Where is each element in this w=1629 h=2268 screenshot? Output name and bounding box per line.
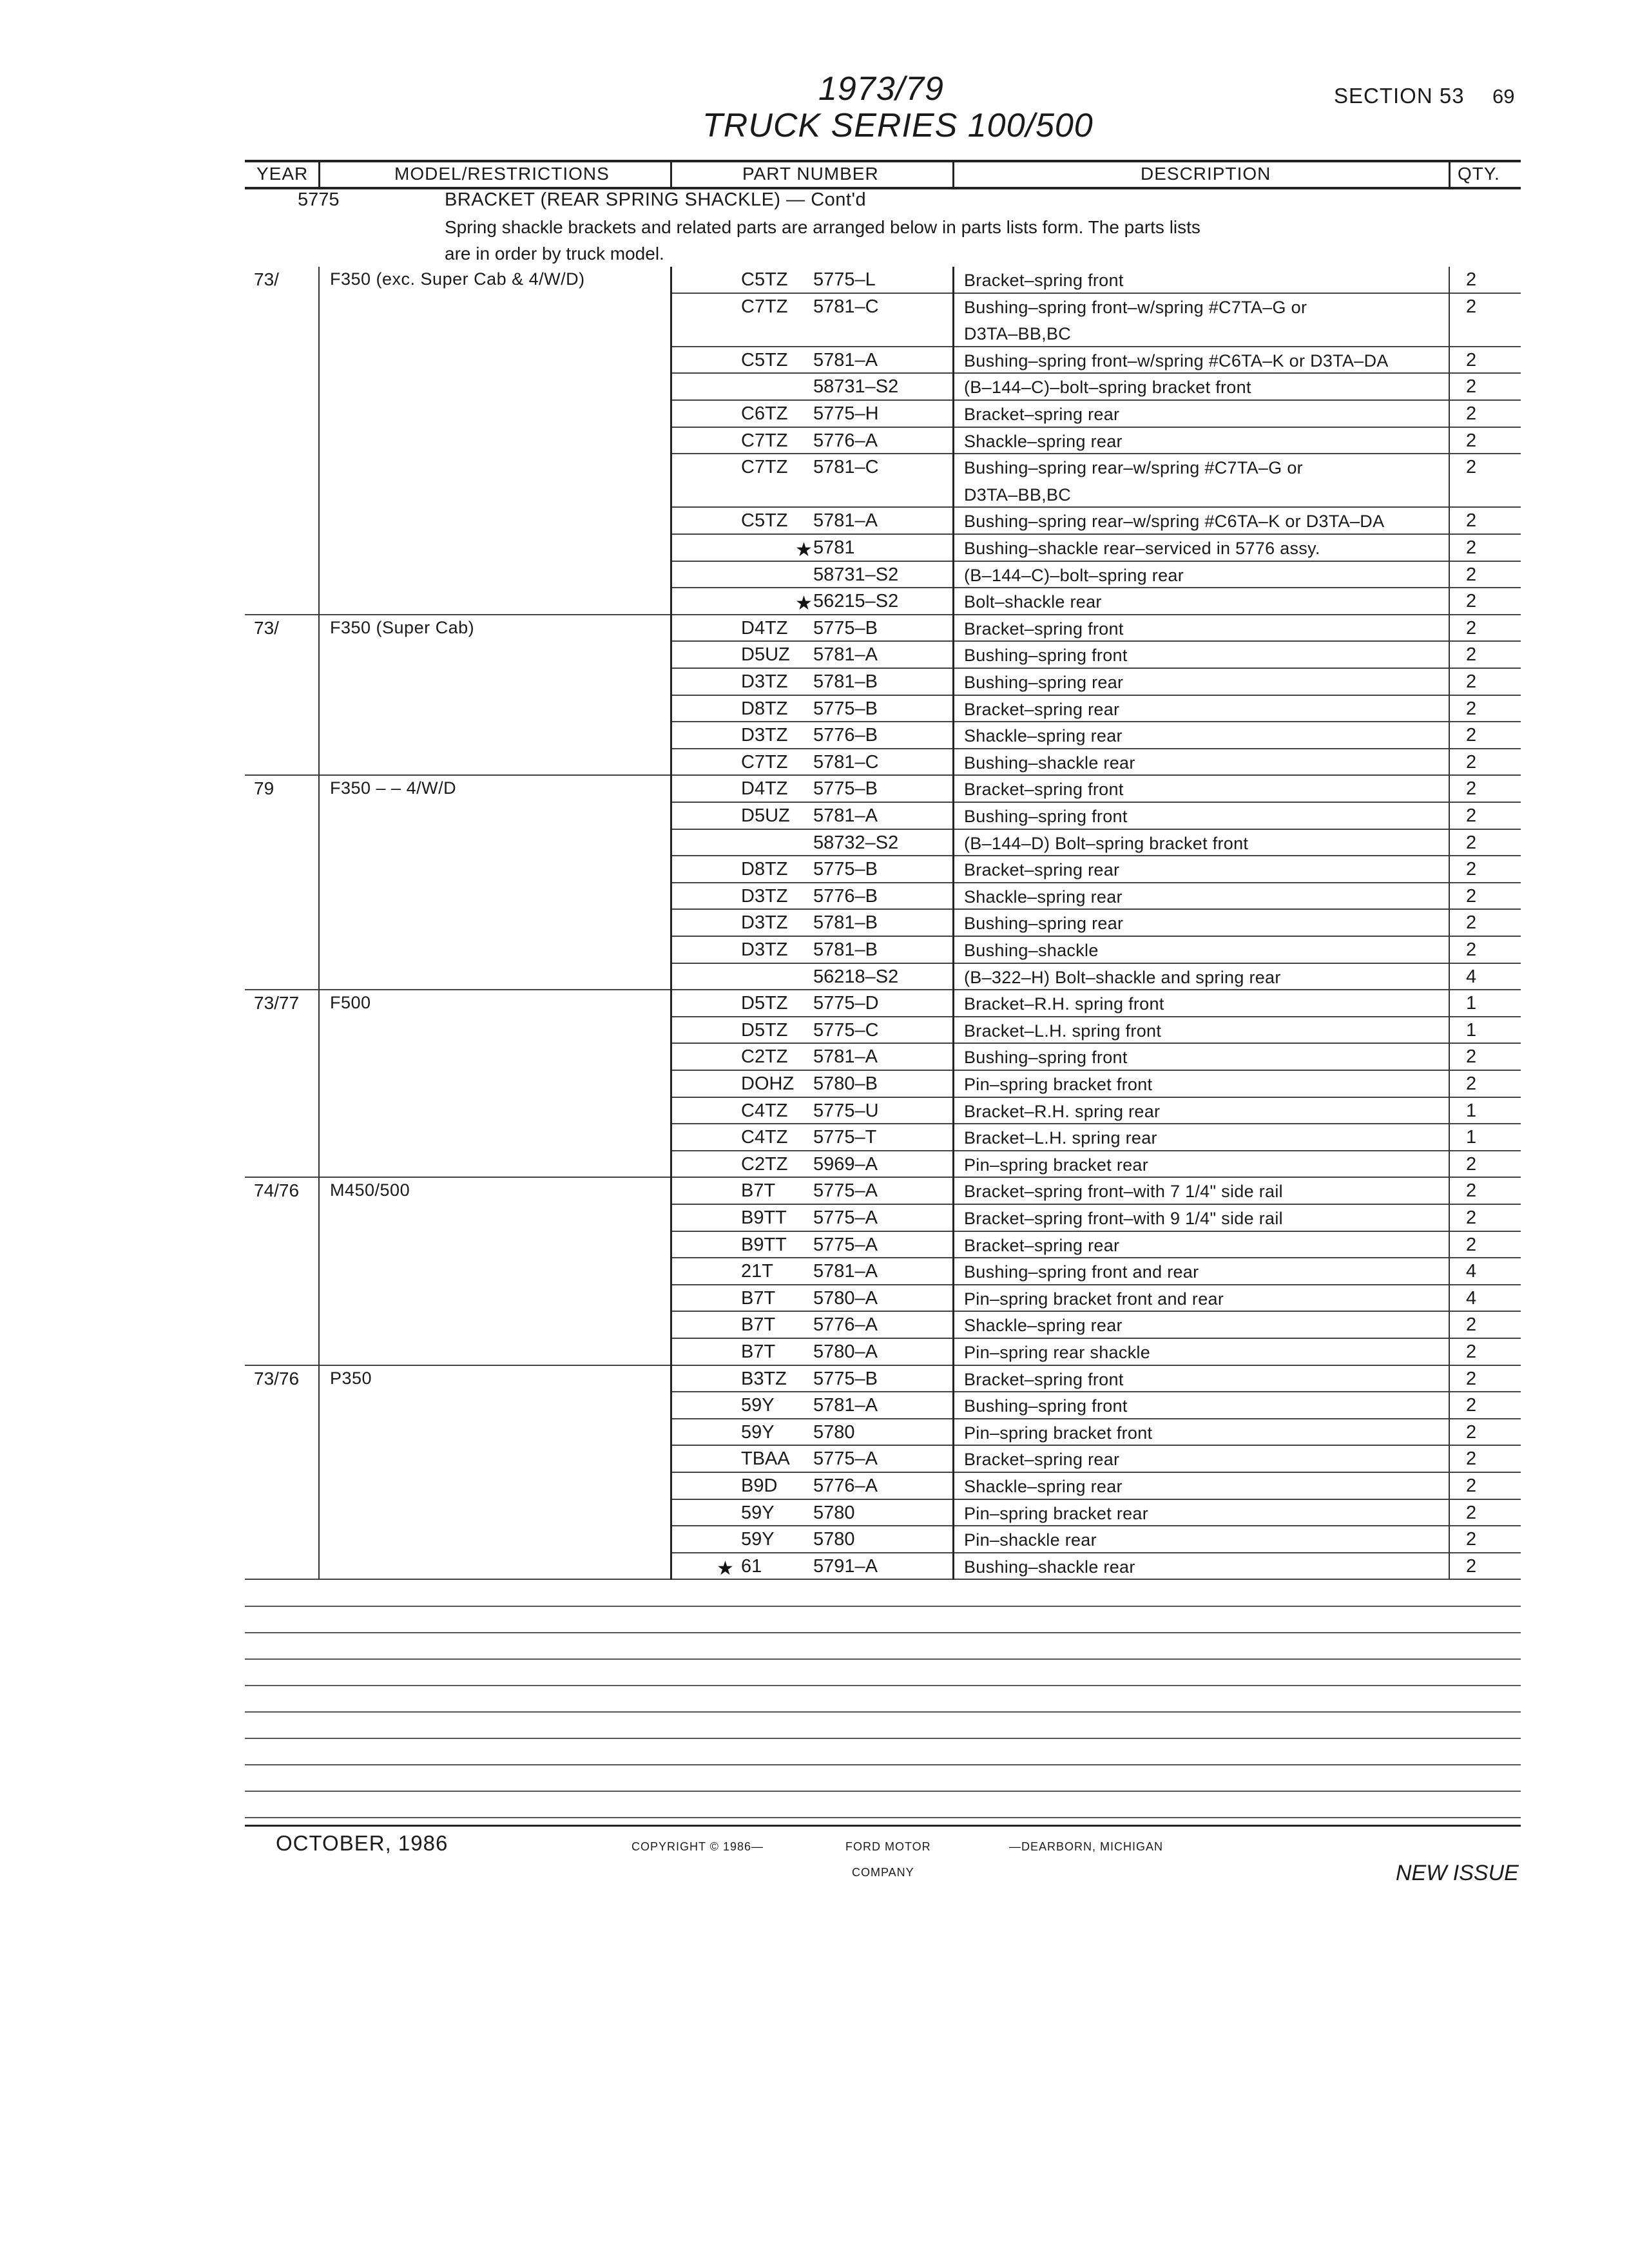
group-model: F500 bbox=[330, 993, 371, 1013]
part-base-number: 58731–S2 bbox=[813, 564, 899, 585]
part-prefix: B9D bbox=[741, 1475, 778, 1496]
part-qty: 2 bbox=[1466, 430, 1477, 451]
part-description: Pin–spring bracket rear bbox=[964, 1155, 1149, 1175]
group-model: F350 (Super Cab) bbox=[330, 617, 475, 637]
part-base-number: 5775–T bbox=[813, 1127, 877, 1148]
part-base-number: 5775–L bbox=[813, 269, 876, 290]
part-base-number: 5780–A bbox=[813, 1287, 878, 1309]
intro-part-code: 5775 bbox=[298, 189, 340, 210]
header-top-rule bbox=[245, 160, 1521, 162]
part-description: Bushing–spring front bbox=[964, 807, 1128, 826]
group-year: 74/76 bbox=[254, 1180, 300, 1201]
part-base-number: 5791–A bbox=[813, 1555, 878, 1577]
part-qty: 2 bbox=[1466, 403, 1477, 424]
part-qty: 2 bbox=[1466, 1153, 1477, 1175]
part-qty: 2 bbox=[1466, 778, 1477, 800]
part-prefix: C7TZ bbox=[741, 296, 788, 317]
part-qty: 2 bbox=[1466, 591, 1477, 612]
part-prefix: B7T bbox=[741, 1314, 776, 1336]
table-row bbox=[0, 1098, 1629, 1125]
table-row bbox=[0, 1392, 1629, 1419]
part-qty: 2 bbox=[1466, 1073, 1477, 1094]
col-description: DESCRIPTION bbox=[1141, 164, 1271, 184]
blank-line bbox=[245, 1658, 1521, 1660]
table-row bbox=[0, 508, 1629, 535]
table-row bbox=[0, 1285, 1629, 1312]
qty-column-left-rule bbox=[1449, 267, 1450, 1580]
part-prefix: C2TZ bbox=[741, 1046, 788, 1068]
part-description: Bracket–spring front bbox=[964, 271, 1124, 290]
page-number: 69 bbox=[1492, 85, 1515, 108]
model-column-left-rule bbox=[318, 267, 320, 1580]
part-prefix: C5TZ bbox=[741, 510, 788, 532]
table-row bbox=[0, 1500, 1629, 1527]
part-prefix: D4TZ bbox=[741, 617, 788, 639]
part-prefix: B7T bbox=[741, 1341, 776, 1362]
table-row bbox=[0, 937, 1629, 964]
part-qty: 2 bbox=[1466, 671, 1477, 692]
table-row bbox=[0, 776, 1629, 803]
part-base-number: 5775–B bbox=[813, 1368, 878, 1389]
description-column-left-rule bbox=[952, 267, 954, 1580]
part-prefix: D8TZ bbox=[741, 859, 788, 880]
part-prefix: D3TZ bbox=[741, 912, 788, 934]
intro-line-2: are in order by truck model. bbox=[445, 244, 664, 264]
part-description: Bolt–shackle rear bbox=[964, 592, 1102, 612]
part-description: Bushing–spring front–w/spring #C7TA–G or bbox=[964, 297, 1307, 317]
footer-rule bbox=[245, 1825, 1521, 1827]
part-description: Bracket–R.H. spring front bbox=[964, 994, 1164, 1014]
table-row bbox=[0, 856, 1629, 883]
table-row bbox=[0, 1446, 1629, 1473]
blank-line bbox=[245, 1817, 1521, 1818]
part-qty: 2 bbox=[1466, 939, 1477, 960]
part-qty: 4 bbox=[1466, 1287, 1477, 1309]
part-base-number: 5781–B bbox=[813, 671, 878, 692]
part-base-number: 5775–A bbox=[813, 1180, 878, 1202]
part-base-number: 5775–A bbox=[813, 1207, 878, 1228]
table-row bbox=[0, 562, 1629, 589]
part-qty: 2 bbox=[1466, 1046, 1477, 1068]
table-row bbox=[0, 588, 1629, 615]
part-base-number: 5781–B bbox=[813, 939, 878, 960]
part-prefix: C2TZ bbox=[741, 1153, 788, 1175]
part-prefix: D5TZ bbox=[741, 993, 788, 1014]
part-base-number: 5775–B bbox=[813, 698, 878, 719]
part-base-number: 5776–A bbox=[813, 430, 878, 451]
part-base-number: 5776–B bbox=[813, 725, 878, 746]
part-description: Pin–spring rear shackle bbox=[964, 1343, 1151, 1362]
part-description: Bushing–shackle bbox=[964, 941, 1099, 960]
part-base-number: 56218–S2 bbox=[813, 966, 899, 987]
table-row bbox=[0, 1258, 1629, 1285]
part-base-number: 5781–A bbox=[813, 349, 878, 370]
part-base-number: 5781–C bbox=[813, 751, 879, 773]
part-description: Bracket–spring rear bbox=[964, 1235, 1120, 1255]
footer-date: OCTOBER, 1986 bbox=[276, 1831, 448, 1855]
part-base-number: 5781–A bbox=[813, 805, 878, 826]
part-prefix: D3TZ bbox=[741, 939, 788, 960]
blank-line bbox=[245, 1791, 1521, 1792]
table-row bbox=[0, 722, 1629, 749]
part-qty: 2 bbox=[1466, 1395, 1477, 1416]
part-base-number: 5775–A bbox=[813, 1448, 878, 1470]
part-qty: 2 bbox=[1466, 1314, 1477, 1336]
part-qty: 2 bbox=[1466, 1234, 1477, 1255]
part-prefix: C6TZ bbox=[741, 403, 788, 424]
footer-location: —DEARBORN, MICHIGAN bbox=[1009, 1840, 1164, 1853]
part-base-number: 5781–A bbox=[813, 510, 878, 532]
part-prefix: B9TT bbox=[741, 1234, 787, 1255]
header-sep bbox=[952, 161, 954, 187]
table-row bbox=[0, 1178, 1629, 1205]
group-year: 73/ bbox=[254, 269, 279, 289]
group-model: F350 (exc. Super Cab & 4/W/D) bbox=[330, 269, 585, 289]
part-qty: 1 bbox=[1466, 1127, 1477, 1148]
part-qty: 2 bbox=[1466, 832, 1477, 853]
part-description: Shackle–spring rear bbox=[964, 1316, 1123, 1336]
part-column-left-rule bbox=[670, 267, 672, 1580]
part-description: Bracket–spring rear bbox=[964, 1450, 1120, 1470]
star-icon: ★ bbox=[795, 593, 813, 615]
table-row bbox=[0, 1071, 1629, 1098]
part-prefix: C5TZ bbox=[741, 269, 788, 290]
star-icon: ★ bbox=[717, 1557, 734, 1579]
table-row bbox=[0, 1473, 1629, 1500]
part-prefix: C4TZ bbox=[741, 1100, 788, 1121]
part-prefix: DOHZ bbox=[741, 1073, 795, 1094]
part-prefix: TBAA bbox=[741, 1448, 790, 1470]
table-row bbox=[0, 1044, 1629, 1071]
part-description: Bracket–spring rear bbox=[964, 699, 1120, 719]
table-row bbox=[0, 1339, 1629, 1366]
part-description: Pin–spring bracket front and rear bbox=[964, 1289, 1224, 1309]
table-row bbox=[0, 642, 1629, 669]
part-qty: 2 bbox=[1466, 805, 1477, 826]
part-description: Bushing–spring front bbox=[964, 1048, 1128, 1068]
part-qty: 4 bbox=[1466, 1261, 1477, 1282]
part-base-number: 56215–S2 bbox=[813, 591, 899, 612]
blank-line bbox=[245, 1738, 1521, 1739]
part-description: Bracket–spring front bbox=[964, 780, 1124, 800]
part-description: Pin–shackle rear bbox=[964, 1530, 1097, 1550]
part-description: Pin–spring bracket front bbox=[964, 1075, 1153, 1094]
footer-copyright: COPYRIGHT © 1986— bbox=[631, 1840, 764, 1853]
table-row bbox=[0, 1232, 1629, 1259]
part-prefix: D5UZ bbox=[741, 805, 790, 826]
part-qty: 2 bbox=[1466, 1529, 1477, 1550]
part-description: Bushing–spring rear–w/spring #C6TA–K or D3TA–DA bbox=[964, 512, 1385, 532]
part-qty: 2 bbox=[1466, 617, 1477, 639]
part-description: Bushing–spring front bbox=[964, 1396, 1128, 1416]
part-base-number: 5781–C bbox=[813, 296, 879, 317]
part-prefix: B9TT bbox=[741, 1207, 787, 1228]
part-base-number: 5781–A bbox=[813, 1395, 878, 1416]
table-row bbox=[0, 454, 1629, 508]
part-description: Bushing–shackle rear bbox=[964, 1557, 1135, 1577]
group-year: 73/76 bbox=[254, 1368, 300, 1389]
part-qty: 2 bbox=[1466, 751, 1477, 773]
part-base-number: 5775–H bbox=[813, 403, 879, 424]
part-prefix: D3TZ bbox=[741, 671, 788, 692]
part-qty: 2 bbox=[1466, 269, 1477, 290]
part-qty: 2 bbox=[1466, 698, 1477, 719]
part-base-number: 58732–S2 bbox=[813, 832, 899, 853]
part-prefix: B7T bbox=[741, 1180, 776, 1202]
part-qty: 2 bbox=[1466, 1502, 1477, 1523]
part-base-number: 58731–S2 bbox=[813, 376, 899, 398]
part-description-cont: D3TA–BB,BC bbox=[964, 485, 1072, 505]
part-description: Bracket–spring rear bbox=[964, 860, 1120, 880]
part-prefix: 59Y bbox=[741, 1395, 775, 1416]
part-description: (B–322–H) Bolt–shackle and spring rear bbox=[964, 967, 1281, 987]
col-year: YEAR bbox=[256, 164, 309, 184]
group-year: 73/ bbox=[254, 617, 279, 638]
part-qty: 2 bbox=[1466, 376, 1477, 398]
part-base-number: 5775–C bbox=[813, 1019, 879, 1041]
part-prefix: 59Y bbox=[741, 1529, 775, 1550]
group-year: 79 bbox=[254, 778, 275, 799]
part-base-number: 5781–A bbox=[813, 1261, 878, 1282]
section-label: SECTION 53 bbox=[1334, 84, 1465, 108]
part-qty: 4 bbox=[1466, 966, 1477, 987]
part-description: Bracket–spring front–with 7 1/4" side rail bbox=[964, 1182, 1283, 1202]
table-row bbox=[0, 294, 1629, 347]
group-model: M450/500 bbox=[330, 1180, 410, 1200]
part-prefix: 59Y bbox=[741, 1502, 775, 1523]
table-row bbox=[0, 990, 1629, 1017]
part-prefix: 61 bbox=[741, 1555, 762, 1577]
part-prefix: D8TZ bbox=[741, 698, 788, 719]
part-prefix: B3TZ bbox=[741, 1368, 787, 1389]
part-base-number: 5781–B bbox=[813, 912, 878, 934]
part-qty: 2 bbox=[1466, 1555, 1477, 1577]
table-row bbox=[0, 1151, 1629, 1178]
title-years: 1973/79 bbox=[818, 70, 944, 108]
table-row bbox=[0, 749, 1629, 776]
part-base-number: 5776–A bbox=[813, 1475, 878, 1496]
part-description: Bushing–spring rear bbox=[964, 914, 1124, 934]
part-prefix: 21T bbox=[741, 1261, 773, 1282]
part-description: Pin–spring bracket rear bbox=[964, 1503, 1149, 1523]
header-sep bbox=[1449, 161, 1451, 187]
blank-line bbox=[245, 1632, 1521, 1633]
footer-company-1: FORD MOTOR bbox=[845, 1840, 931, 1853]
part-base-number: 5780 bbox=[813, 1529, 855, 1550]
table-row bbox=[0, 803, 1629, 830]
part-description: Bushing–shackle rear–serviced in 5776 assy. bbox=[964, 539, 1320, 558]
part-description: Shackle–spring rear bbox=[964, 887, 1123, 907]
part-base-number: 5775–D bbox=[813, 993, 879, 1014]
part-description: Bracket–L.H. spring rear bbox=[964, 1128, 1157, 1148]
part-description: Shackle–spring rear bbox=[964, 1477, 1123, 1496]
part-base-number: 5780 bbox=[813, 1502, 855, 1523]
part-base-number: 5969–A bbox=[813, 1153, 878, 1175]
table-row bbox=[0, 267, 1629, 294]
table-row bbox=[0, 1312, 1629, 1339]
part-base-number: 5775–B bbox=[813, 859, 878, 880]
intro-line-1: Spring shackle brackets and related parts are arranged below in parts lists form. The parts lists bbox=[445, 217, 1200, 237]
part-base-number: 5781–C bbox=[813, 457, 879, 478]
part-qty: 1 bbox=[1466, 1100, 1477, 1121]
col-qty: QTY. bbox=[1458, 164, 1500, 184]
part-description-cont: D3TA–BB,BC bbox=[964, 324, 1072, 344]
part-qty: 2 bbox=[1466, 296, 1477, 317]
table-row bbox=[0, 1526, 1629, 1553]
part-qty: 2 bbox=[1466, 537, 1477, 558]
part-description: Bushing–spring front bbox=[964, 646, 1128, 666]
blank-line bbox=[245, 1711, 1521, 1713]
part-qty: 1 bbox=[1466, 1019, 1477, 1041]
table-row bbox=[0, 401, 1629, 428]
footer-issue: NEW ISSUE bbox=[1396, 1861, 1519, 1885]
part-prefix: 59Y bbox=[741, 1421, 775, 1443]
part-qty: 2 bbox=[1466, 1421, 1477, 1443]
part-description: Pin–spring bracket front bbox=[964, 1423, 1153, 1443]
part-prefix: D5TZ bbox=[741, 1019, 788, 1041]
table-row bbox=[0, 1124, 1629, 1151]
part-description: Bracket–R.H. spring rear bbox=[964, 1101, 1161, 1121]
table-row bbox=[0, 428, 1629, 455]
part-prefix: C4TZ bbox=[741, 1127, 788, 1148]
table-row bbox=[0, 669, 1629, 696]
part-description: (B–144–D) Bolt–spring bracket front bbox=[964, 833, 1249, 853]
part-base-number: 5780–A bbox=[813, 1341, 878, 1362]
part-description: Bracket–spring rear bbox=[964, 405, 1120, 424]
part-prefix: C7TZ bbox=[741, 457, 788, 478]
part-base-number: 5775–B bbox=[813, 617, 878, 639]
table-row bbox=[0, 615, 1629, 642]
header-bottom-rule bbox=[245, 187, 1521, 189]
part-prefix: D4TZ bbox=[741, 778, 788, 800]
part-description: Shackle–spring rear bbox=[964, 431, 1123, 451]
blank-line bbox=[245, 1685, 1521, 1686]
part-prefix: D3TZ bbox=[741, 725, 788, 746]
group-model: P350 bbox=[330, 1368, 372, 1388]
table-row bbox=[0, 347, 1629, 374]
part-qty: 2 bbox=[1466, 1475, 1477, 1496]
table-row bbox=[0, 964, 1629, 991]
part-base-number: 5776–A bbox=[813, 1314, 878, 1336]
part-qty: 2 bbox=[1466, 349, 1477, 370]
table-row bbox=[0, 883, 1629, 910]
table-row bbox=[0, 696, 1629, 723]
table-row bbox=[0, 1419, 1629, 1446]
part-qty: 2 bbox=[1466, 644, 1477, 666]
title-series: TRUCK SERIES 100/500 bbox=[702, 107, 1094, 144]
part-qty: 1 bbox=[1466, 993, 1477, 1014]
part-description: Shackle–spring rear bbox=[964, 726, 1123, 746]
part-description: Bushing–spring rear bbox=[964, 673, 1124, 692]
blank-line bbox=[245, 1764, 1521, 1765]
part-description: Bracket–spring front–with 9 1/4" side rail bbox=[964, 1209, 1283, 1228]
table-row bbox=[0, 1017, 1629, 1044]
part-description: Bracket–spring front bbox=[964, 619, 1124, 639]
part-base-number: 5775–A bbox=[813, 1234, 878, 1255]
col-part-number: PART NUMBER bbox=[742, 164, 879, 184]
blank-line bbox=[245, 1606, 1521, 1607]
header-sep bbox=[318, 161, 320, 187]
part-description: (B–144–C)–bolt–spring rear bbox=[964, 565, 1184, 585]
part-base-number: 5781–A bbox=[813, 644, 878, 666]
col-model: MODEL/RESTRICTIONS bbox=[394, 164, 610, 184]
part-qty: 2 bbox=[1466, 510, 1477, 532]
part-prefix: C5TZ bbox=[741, 349, 788, 370]
part-base-number: 5775–U bbox=[813, 1100, 879, 1121]
group-rule bbox=[245, 1579, 670, 1580]
table-row bbox=[0, 374, 1629, 401]
part-qty: 2 bbox=[1466, 859, 1477, 880]
group-year: 73/77 bbox=[254, 993, 300, 1014]
part-qty: 2 bbox=[1466, 725, 1477, 746]
part-base-number: 5775–B bbox=[813, 778, 878, 800]
part-prefix: C7TZ bbox=[741, 751, 788, 773]
part-prefix: D3TZ bbox=[741, 885, 788, 907]
part-prefix: B7T bbox=[741, 1287, 776, 1309]
group-model: F350 – – 4/W/D bbox=[330, 778, 457, 798]
part-base-number: 5776–B bbox=[813, 885, 878, 907]
part-description: Bushing–spring front–w/spring #C6TA–K or D3TA–DA bbox=[964, 351, 1389, 370]
part-description: (B–144–C)–bolt–spring bracket front bbox=[964, 378, 1251, 398]
table-row bbox=[0, 830, 1629, 857]
part-qty: 2 bbox=[1466, 1448, 1477, 1470]
part-qty: 2 bbox=[1466, 912, 1477, 934]
star-icon: ★ bbox=[795, 539, 813, 561]
table-row bbox=[0, 1366, 1629, 1393]
part-qty: 2 bbox=[1466, 1341, 1477, 1362]
part-description: Bracket–spring front bbox=[964, 1369, 1124, 1389]
header-sep bbox=[670, 161, 672, 187]
row-rule bbox=[670, 1579, 1521, 1580]
part-description: Bushing–spring front and rear bbox=[964, 1262, 1199, 1282]
part-qty: 2 bbox=[1466, 564, 1477, 585]
part-qty: 2 bbox=[1466, 1180, 1477, 1202]
part-qty: 2 bbox=[1466, 457, 1477, 478]
part-description: Bushing–shackle rear bbox=[964, 753, 1135, 773]
part-description: Bushing–spring rear–w/spring #C7TA–G or bbox=[964, 458, 1303, 478]
part-base-number: 5780 bbox=[813, 1421, 855, 1443]
part-base-number: 5780–B bbox=[813, 1073, 878, 1094]
table-row bbox=[0, 1553, 1629, 1581]
part-description: Bracket–L.H. spring front bbox=[964, 1021, 1162, 1041]
part-qty: 2 bbox=[1466, 885, 1477, 907]
part-qty: 2 bbox=[1466, 1368, 1477, 1389]
part-prefix: D5UZ bbox=[741, 644, 790, 666]
table-row bbox=[0, 1205, 1629, 1232]
table-row bbox=[0, 535, 1629, 562]
intro-title: BRACKET (REAR SPRING SHACKLE) — Cont'd bbox=[445, 189, 867, 210]
part-base-number: 5781–A bbox=[813, 1046, 878, 1068]
part-prefix: C7TZ bbox=[741, 430, 788, 451]
footer-company-2: COMPANY bbox=[852, 1866, 914, 1879]
table-row bbox=[0, 910, 1629, 937]
part-base-number: 5781 bbox=[813, 537, 855, 558]
part-qty: 2 bbox=[1466, 1207, 1477, 1228]
